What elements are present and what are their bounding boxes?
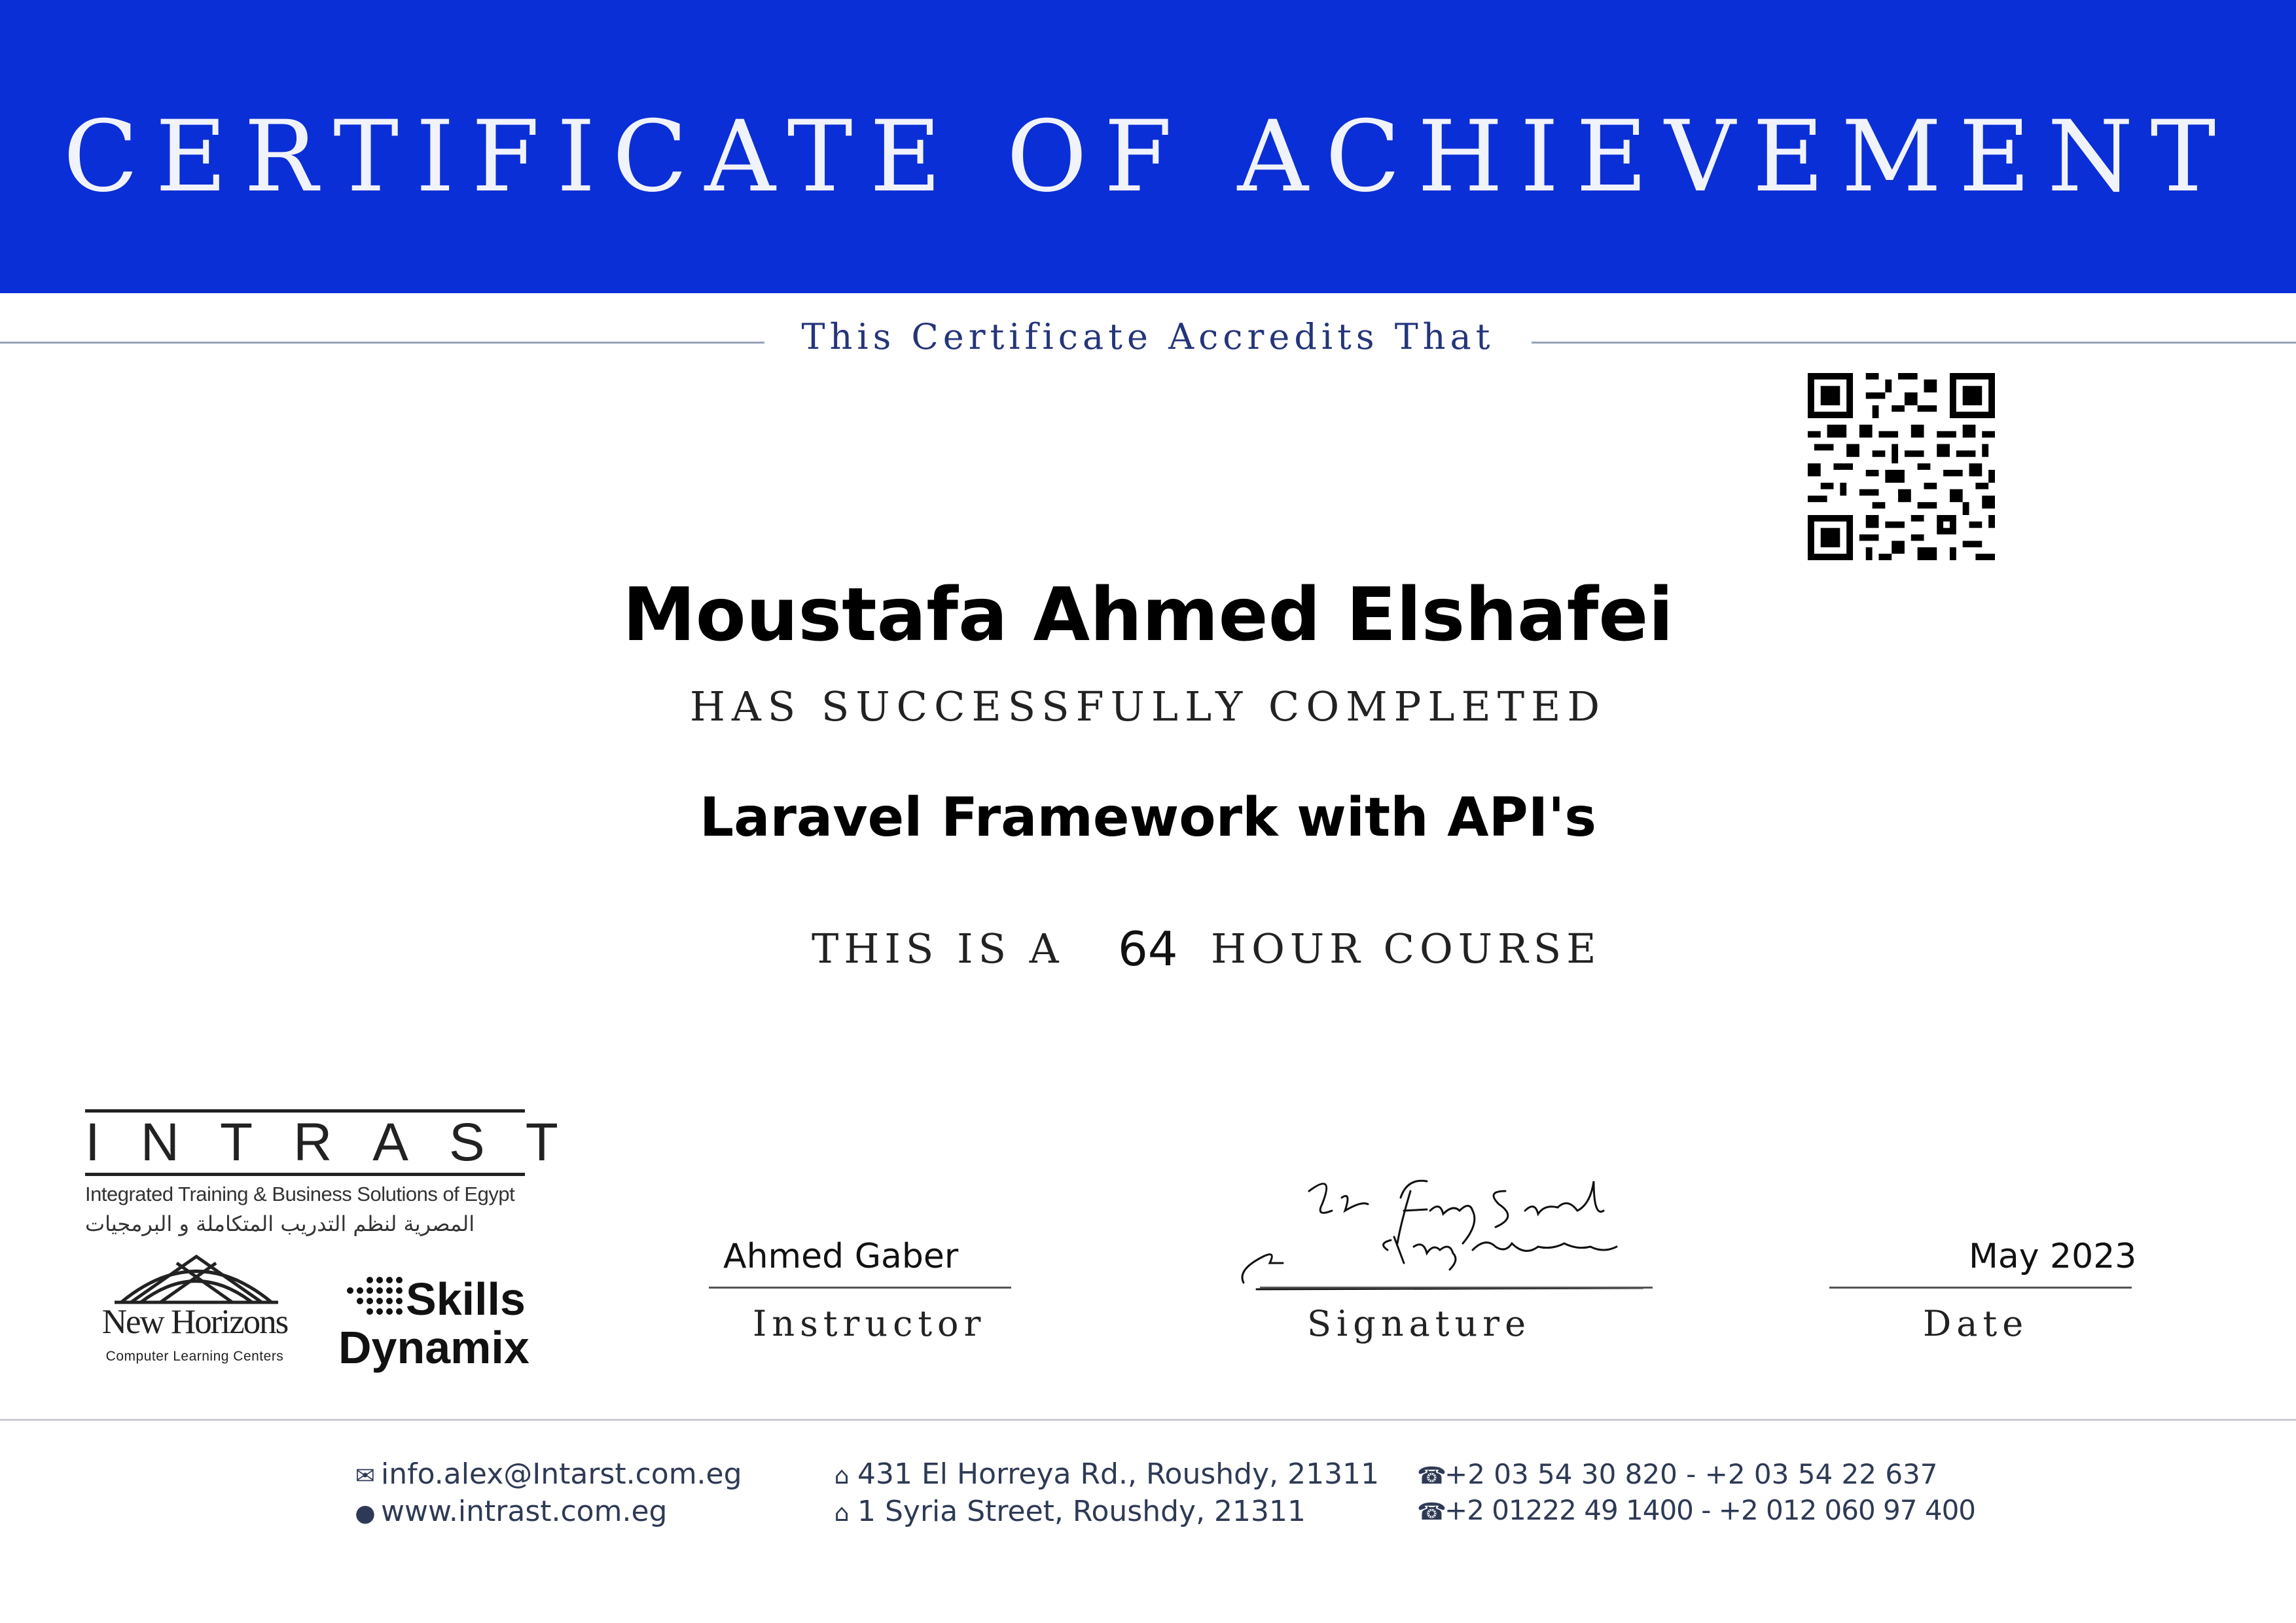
phone1-text: +2 03 54 30 820 - +2 03 54 22 637 <box>1444 1458 1938 1490</box>
intrast-wordmark: INTRAST <box>85 1113 599 1172</box>
footer-phone-2 <box>1417 1492 1975 1531</box>
divider-right <box>1532 342 2296 344</box>
footer-divider <box>0 1419 2296 1421</box>
instructor-line <box>709 1287 1011 1289</box>
intrast-tagline: Integrated Training & Business Solutions of Egypt <box>85 1183 515 1205</box>
logo-rule-bottom <box>85 1173 525 1176</box>
new-horizons-subtitle: Computer Learning Centers <box>105 1349 284 1364</box>
instructor-name: Ahmed Gaber <box>723 1237 959 1276</box>
date-value: May 2023 <box>1969 1237 2137 1276</box>
footer-address-1 <box>830 1456 1379 1495</box>
intrast-logo <box>85 1109 599 1239</box>
address2-text: 1 Syria Street, Roushdy, 21311 <box>857 1495 1306 1528</box>
course-name: Laravel Framework with API's <box>699 787 1597 849</box>
new-horizons-name: New Horizons <box>101 1303 288 1341</box>
skills-dynamix-dots-icon <box>340 1276 406 1322</box>
signature-label: Signature <box>1307 1303 1532 1344</box>
signature-line <box>1260 1287 1653 1289</box>
phone-icon: ☎ <box>1417 1463 1446 1489</box>
email-text: info.alex@Intarst.com.eg <box>381 1457 742 1491</box>
hours-prefix: THIS IS A <box>812 925 1064 972</box>
instructor-label: Instructor <box>753 1303 986 1344</box>
phone-icon: ☎ <box>1417 1499 1446 1525</box>
footer-website <box>353 1493 667 1532</box>
email-icon: ✉ <box>355 1463 376 1489</box>
divider-left <box>0 342 764 344</box>
website-text: www.intrast.com.eg <box>381 1495 668 1528</box>
certificate-subtitle: This Certificate Accredits That <box>801 316 1495 357</box>
qr-code <box>1808 373 1995 560</box>
phone2-text: +2 01222 49 1400 - +2 012 060 97 400 <box>1444 1494 1976 1526</box>
date-line <box>1829 1287 2132 1289</box>
completed-text: HAS SUCCESSFULLY COMPLETED <box>689 683 1607 730</box>
intrast-tagline-arabic: المصرية لنظم التدريب المتكاملة و البرمجيات <box>85 1211 475 1236</box>
skills-dynamix-line2: Dynamix <box>338 1322 529 1373</box>
footer-address-2 <box>830 1493 1306 1532</box>
globe-icon: ● <box>355 1500 376 1527</box>
footer-phone-1 <box>1417 1456 1937 1495</box>
skills-dynamix-line1: Skills <box>406 1274 526 1325</box>
address1-text: 431 El Horreya Rd., Roushdy, 21311 <box>857 1457 1380 1491</box>
certificate-title: CERTIFICATE OF ACHIEVEMENT <box>63 100 2233 214</box>
course-hours: 64 <box>1118 921 1178 976</box>
home-icon: ⌂ <box>834 1500 850 1527</box>
recipient-name: Moustafa Ahmed Elshafei <box>622 573 1674 658</box>
date-label: Date <box>1923 1303 2029 1344</box>
hours-suffix: HOUR COURSE <box>1211 925 1602 972</box>
home-icon: ⌂ <box>834 1463 850 1489</box>
footer-email <box>353 1456 742 1495</box>
handwritten-signature <box>1237 1165 1662 1296</box>
